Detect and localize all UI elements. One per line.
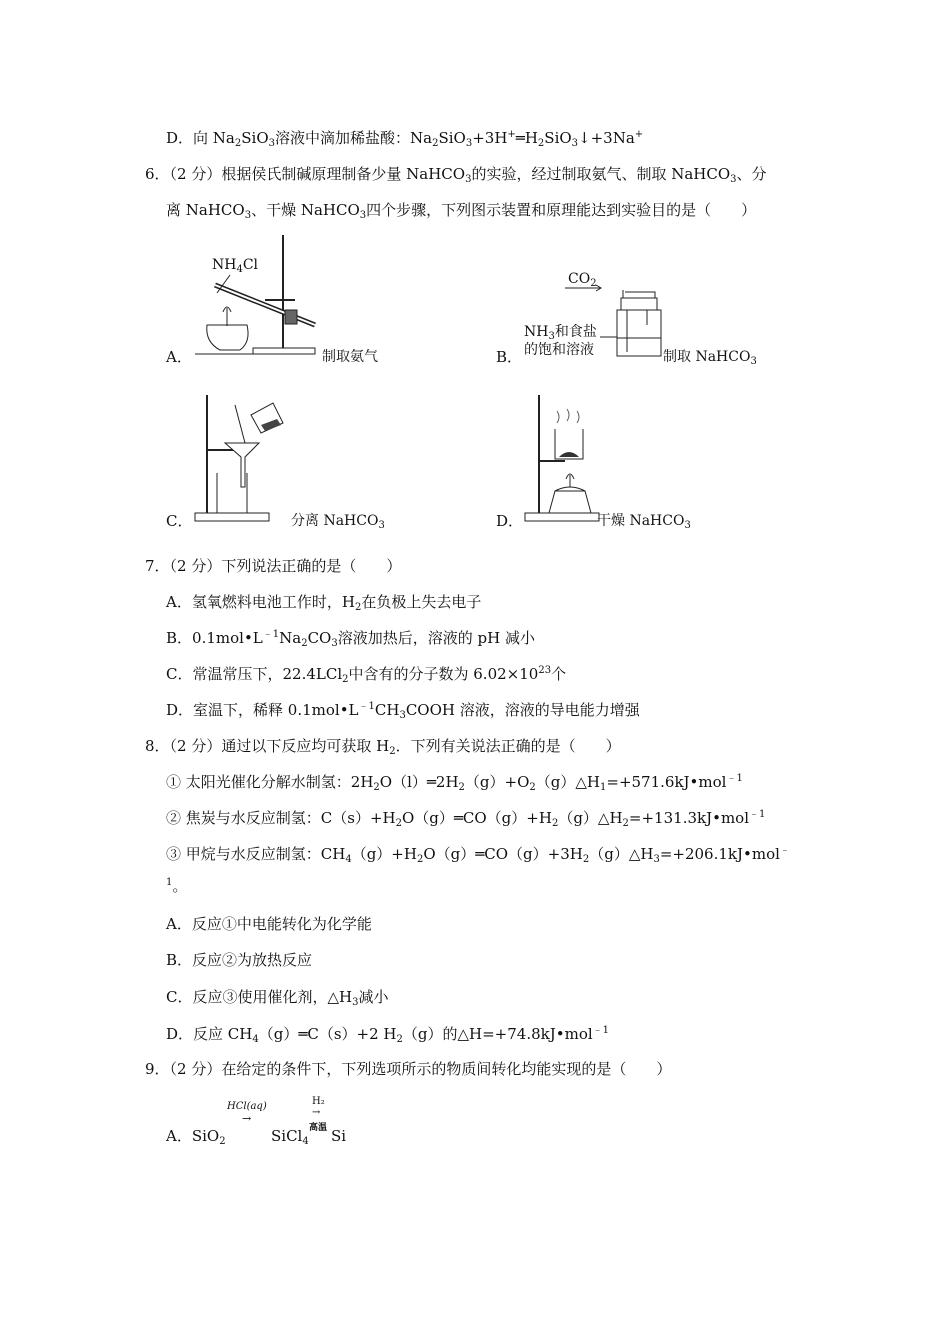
ammonia-apparatus-diagram bbox=[195, 230, 320, 365]
q9-a-condition-2: H₂ bbox=[312, 1096, 325, 1107]
text: （g）═C（s）+2 H bbox=[258, 1025, 397, 1043]
text: ．下列有关说法正确的是（ ） bbox=[395, 737, 621, 755]
option-letter: C． bbox=[166, 988, 193, 1006]
text: （g）+O bbox=[464, 773, 530, 791]
sub: 2 bbox=[529, 782, 536, 793]
q7-option-d bbox=[166, 700, 640, 720]
sub: 3 bbox=[750, 356, 757, 367]
sub: 2 bbox=[396, 1034, 403, 1045]
q6-c-caption bbox=[291, 510, 385, 530]
sub: 3 bbox=[684, 520, 691, 531]
sub: 2 bbox=[582, 854, 590, 865]
text: 的饱和溶液 bbox=[524, 342, 594, 358]
option-letter: B． bbox=[166, 951, 193, 969]
text: 的实验，经过制取氨气、制取 NaHCO bbox=[471, 165, 731, 183]
sub: 3 bbox=[268, 138, 275, 149]
question-number: 8． bbox=[145, 737, 170, 755]
filtration-apparatus-diagram bbox=[195, 395, 290, 527]
option-letter: B． bbox=[166, 629, 193, 647]
text: SiO bbox=[544, 129, 572, 147]
sub: 2 bbox=[416, 854, 424, 865]
sub: 2 bbox=[537, 138, 545, 149]
q6-option-d-letter: D． bbox=[496, 512, 524, 530]
q6-option-c-letter: C． bbox=[166, 512, 193, 530]
text: 中含有的分子数为 6.02×10 bbox=[348, 665, 539, 683]
text: Na bbox=[279, 629, 302, 647]
text: SiO bbox=[191, 1127, 220, 1145]
q9-a-condition-2b: 高温 bbox=[309, 1123, 328, 1133]
sub: 3 bbox=[730, 174, 737, 185]
text: CH bbox=[374, 701, 400, 719]
text: （g）△H bbox=[535, 773, 600, 791]
sup: + bbox=[634, 129, 644, 140]
sup: ﹣1 bbox=[726, 773, 743, 784]
option-letter: D． bbox=[166, 1025, 194, 1043]
sub: 3 bbox=[352, 997, 359, 1008]
q8-reaction-1 bbox=[166, 772, 743, 792]
option-letter: D． bbox=[166, 129, 194, 147]
q6-option-a-letter: A． bbox=[166, 348, 192, 366]
sub: 2 bbox=[389, 746, 396, 757]
text: O（l）═2H bbox=[379, 773, 459, 791]
text: （g）△H bbox=[558, 809, 623, 827]
text: +3H bbox=[472, 129, 508, 147]
q9-a-intermediate bbox=[271, 1126, 309, 1146]
q9-a-arrow-2: → bbox=[312, 1107, 321, 1118]
sup: ﹣1 bbox=[262, 629, 280, 640]
option-letter: A． bbox=[166, 593, 192, 611]
sup: 1 bbox=[166, 877, 173, 888]
q5-option-d bbox=[166, 128, 643, 148]
q8-option-a bbox=[166, 914, 372, 934]
text: CO bbox=[568, 271, 591, 287]
text: NH bbox=[524, 324, 549, 340]
q7-option-a bbox=[166, 592, 481, 612]
q6-b-caption bbox=[663, 346, 757, 366]
question-number: 9． bbox=[145, 1060, 170, 1078]
q9-option-a bbox=[166, 1126, 226, 1146]
sub: 2 bbox=[301, 638, 308, 649]
sub: 2 bbox=[622, 818, 629, 829]
option-letter: D． bbox=[166, 701, 194, 719]
q6-stem-line1 bbox=[145, 164, 767, 184]
text: SiO bbox=[438, 129, 466, 147]
text: 离 NaHCO bbox=[166, 201, 245, 219]
sub: 2 bbox=[342, 674, 349, 685]
q9-stem bbox=[145, 1059, 671, 1079]
text: ③ 甲烷与水反应制氢：CH bbox=[166, 845, 346, 863]
sup: ﹣1 bbox=[592, 1025, 610, 1036]
sub: 1 bbox=[600, 782, 607, 793]
sub: 3 bbox=[378, 520, 385, 531]
text: =+131.3kJ•mol bbox=[628, 809, 750, 827]
text: ① 太阳光催化分解水制氢：2H bbox=[166, 773, 374, 791]
sub: 2 bbox=[234, 138, 242, 149]
q7-option-b bbox=[166, 628, 535, 648]
text: ═ bbox=[515, 129, 525, 147]
text: 反应 CH bbox=[193, 1025, 253, 1043]
text: 室温下，稀释 0.1mol•L bbox=[193, 701, 359, 719]
sup: + bbox=[507, 129, 516, 140]
q6-a-caption: 制取氨气 bbox=[322, 349, 378, 365]
text: =+571.6kJ•mol bbox=[606, 773, 727, 791]
text: 。 bbox=[172, 877, 188, 895]
sub: 2 bbox=[219, 1136, 226, 1147]
text: 溶液中滴加稀盐酸：Na bbox=[275, 129, 433, 147]
sub: 2 bbox=[590, 278, 597, 289]
question-number: 7． bbox=[145, 557, 170, 575]
text: （g）+H bbox=[351, 845, 417, 863]
text: H bbox=[524, 129, 538, 147]
q8-reaction-2 bbox=[166, 808, 765, 828]
sub: 2 bbox=[458, 782, 465, 793]
sub: 2 bbox=[432, 138, 439, 149]
drying-apparatus-diagram bbox=[525, 395, 600, 527]
text: 常温常压下，22.4LCl bbox=[192, 665, 343, 683]
text: （g）△H bbox=[589, 845, 654, 863]
sub: 4 bbox=[302, 1136, 309, 1147]
text: 反应①中电能转化为化学能 bbox=[191, 915, 372, 933]
text: SiCl bbox=[271, 1127, 303, 1145]
sub: 3 bbox=[548, 331, 555, 342]
text: （g）的△H=+74.8kJ•mol bbox=[402, 1025, 593, 1043]
text: ② 焦炭与水反应制氢：C（s）+H bbox=[166, 809, 396, 827]
sub: 2 bbox=[551, 818, 559, 829]
sup: 23 bbox=[538, 665, 552, 676]
q7-option-c bbox=[166, 664, 566, 684]
sub: 4 bbox=[345, 854, 352, 865]
sub: 4 bbox=[252, 1034, 259, 1045]
text: （2 分）下列说法正确的是（ ） bbox=[169, 557, 402, 575]
text: （2 分）根据侯氏制碱原理制备少量 NaHCO bbox=[169, 165, 466, 183]
text: O（g）═CO（g）+3H bbox=[423, 845, 583, 863]
text: 在负极上失去电子 bbox=[361, 593, 482, 611]
sub: 2 bbox=[395, 818, 402, 829]
q9-a-condition-1: HCl(aq) bbox=[227, 1101, 267, 1112]
q7-stem bbox=[145, 556, 401, 576]
option-letter: C． bbox=[166, 665, 193, 683]
sub: 2 bbox=[373, 782, 380, 793]
sup: ﹣1 bbox=[749, 809, 766, 820]
sup: ﹣ bbox=[779, 845, 790, 856]
q8-reaction-3 bbox=[166, 844, 790, 864]
text: O（g）═CO（g）+H bbox=[401, 809, 552, 827]
question-number: 6． bbox=[145, 165, 170, 183]
sub: 3 bbox=[465, 138, 473, 149]
text: SiO bbox=[241, 129, 269, 147]
q8-option-c bbox=[166, 987, 389, 1007]
text: 反应②为放热反应 bbox=[192, 951, 313, 969]
sub: 3 bbox=[244, 210, 252, 221]
text: COOH 溶液，溶液的导电能力增强 bbox=[405, 701, 640, 719]
sub: 4 bbox=[236, 264, 243, 275]
sub: 3 bbox=[653, 854, 660, 865]
text: ↓+3Na bbox=[578, 129, 635, 147]
text: 制取 NaHCO bbox=[663, 349, 751, 365]
text: 反应③使用催化剂，△H bbox=[192, 988, 353, 1006]
sup: ﹣1 bbox=[358, 701, 375, 712]
sub: 2 bbox=[354, 602, 362, 613]
q9-a-product: Si bbox=[331, 1127, 347, 1145]
text: 氢氧燃料电池工作时，H bbox=[191, 593, 355, 611]
text: 减小 bbox=[358, 988, 389, 1006]
text: （2 分）在给定的条件下，下列选项所示的物质间转化均能实现的是（ ） bbox=[169, 1060, 672, 1078]
text: 干燥 NaHCO bbox=[597, 513, 685, 529]
q8-option-d bbox=[166, 1024, 609, 1044]
text: 向 Na bbox=[193, 129, 235, 147]
text: 四个步骤，下列图示装置和原理能达到实验目的是（ ） bbox=[366, 201, 757, 219]
sub: 3 bbox=[399, 710, 406, 721]
q9-a-arrow-1: → bbox=[242, 1112, 252, 1125]
text: 溶液加热后，溶液的 pH 减小 bbox=[337, 629, 535, 647]
q6-d-caption bbox=[597, 510, 691, 530]
text: =+206.1kJ•mol bbox=[659, 845, 780, 863]
text: 、分 bbox=[736, 165, 767, 183]
gas-washing-bottle-diagram bbox=[565, 280, 665, 365]
text: 和食盐 bbox=[554, 324, 597, 340]
q8-stem bbox=[145, 736, 621, 756]
text: NH bbox=[212, 257, 237, 273]
sub: 3 bbox=[465, 174, 472, 185]
option-letter: A． bbox=[166, 1127, 192, 1145]
text: 、干燥 NaHCO bbox=[251, 201, 360, 219]
text: （2 分）通过以下反应均可获取 H bbox=[169, 737, 390, 755]
q6-option-b-letter: B． bbox=[496, 348, 523, 366]
text: 分离 NaHCO bbox=[291, 513, 379, 529]
text: Cl bbox=[242, 257, 259, 273]
q8-reaction-3-cont bbox=[166, 876, 187, 896]
q6-stem-line2 bbox=[166, 200, 756, 220]
sub: 3 bbox=[359, 210, 367, 221]
option-letter: A． bbox=[166, 915, 192, 933]
text: 0.1mol•L bbox=[192, 629, 263, 647]
text: 个 bbox=[551, 665, 567, 683]
q8-option-b bbox=[166, 950, 312, 970]
sub: 3 bbox=[571, 138, 579, 149]
sub: 3 bbox=[331, 638, 338, 649]
text: CO bbox=[307, 629, 332, 647]
